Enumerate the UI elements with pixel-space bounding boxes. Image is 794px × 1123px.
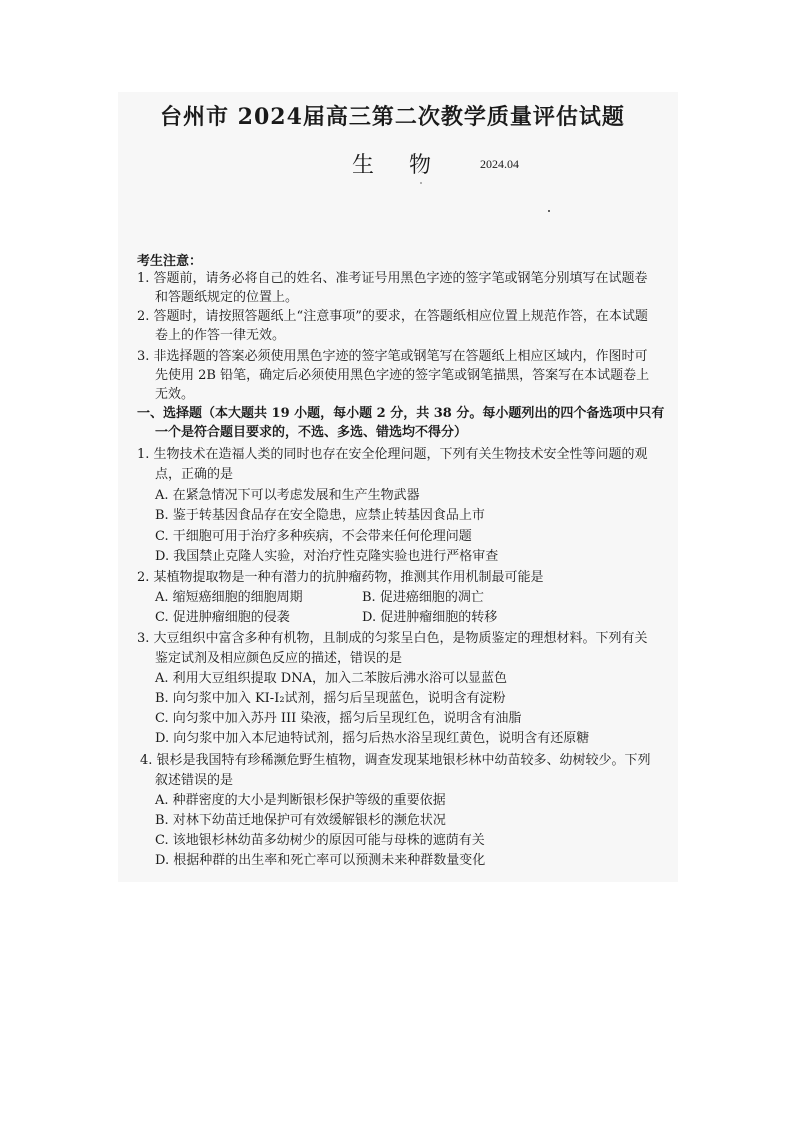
- question-3-option-b: B. 向匀浆中加入 KI-I₂试剂，摇匀后呈现蓝色，说明含有淀粉: [155, 691, 506, 706]
- question-4-stem-cont: 叙述错误的是: [155, 773, 234, 788]
- notice-item-number: 3.: [137, 349, 150, 364]
- notice-item-number: 2.: [137, 309, 150, 324]
- question-1-option-b: B. 鉴于转基因食品存在安全隐患，应禁止转基因食品上市: [155, 508, 485, 523]
- question-4-option-d: D. 根据种群的出生率和死亡率可以预测未来种群数量变化: [155, 853, 486, 868]
- question-1-option-a: A. 在紧急情况下可以考虑发展和生产生物武器: [155, 488, 420, 503]
- notice-item-text: 答题前，请务必将自己的姓名、准考证号用黑色字迹的签字笔或钢笔分别填写在试题卷: [153, 271, 648, 286]
- question-3-option-a: A. 利用大豆组织提取 DNA，加入二苯胺后沸水浴可以显蓝色: [155, 671, 507, 686]
- question-4-option-a: A. 种群密度的大小是判断银杉保护等级的重要依据: [155, 793, 446, 808]
- section-heading-cont: 一个是符合题目要求的，不选、多选、错选均不得分）: [155, 425, 468, 440]
- notice-item-2: [137, 308, 648, 326]
- notice-item-1: [137, 270, 648, 288]
- subject-title: 生 物: [352, 153, 445, 178]
- question-3-stem-cont: 鉴定试剂及相应颜色反应的描述，错误的是: [155, 651, 403, 666]
- notice-item-3-cont: 先使用 2B 铅笔，确定后必须使用黑色字迹的签字笔或钢笔描黑，答案写在本试题卷上: [155, 368, 650, 383]
- question-2-option-b: B. 促进癌细胞的凋亡: [362, 590, 484, 605]
- question-1-stem: 1. 生物技术在造福人类的同时也存在安全伦理问题，下列有关生物技术安全性等问题的观: [137, 447, 648, 462]
- question-2-stem: 2. 某植物提取物是一种有潜力的抗肿瘤药物，推测其作用机制最可能是: [137, 570, 544, 585]
- notice-item-text: 答题时，请按照答题纸上“注意事项”的要求，在答题纸相应位置上规范作答，在本试题: [153, 309, 648, 324]
- notice-item-number: 1.: [137, 271, 150, 286]
- question-4-stem: 4. 银杉是我国特有珍稀濒危野生植物，调查发现某地银杉林中幼苗较多、幼树较少。下列: [140, 753, 651, 768]
- notice-item-3-cont2: 无效。: [155, 387, 195, 402]
- exam-title: 台州市 2024届高三第二次教学质量评估试题: [160, 104, 625, 130]
- question-1-stem-cont: 点，正确的是: [155, 467, 234, 482]
- notice-item-text: 非选择题的答案必须使用黑色字迹的签字笔或钢笔写在答题纸上相应区域内，作图时可: [153, 349, 648, 364]
- question-2-option-a: A. 缩短癌细胞的细胞周期: [155, 590, 303, 605]
- question-1-option-c: C. 干细胞可用于治疗多种疾病，不会带来任何伦理问题: [155, 529, 472, 544]
- scan-speck: [548, 210, 550, 212]
- question-3-stem: 3. 大豆组织中富含多种有机物，且制成的匀浆呈白色，是物质鉴定的理想材料。下列有关: [137, 631, 648, 646]
- notice-item-1-cont: 和答题纸规定的位置上。: [155, 290, 299, 305]
- notice-heading: 考生注意：: [137, 254, 203, 269]
- question-3-option-d: D. 向匀浆中加入本尼迪特试剂，摇匀后热水浴呈现红黄色，说明含有还原糖: [155, 731, 590, 746]
- question-2-option-c: C. 促进肿瘤细胞的侵袭: [155, 610, 290, 625]
- notice-item-2-cont: 卷上的作答一律无效。: [155, 328, 286, 343]
- notice-item-3: [137, 348, 648, 366]
- question-2-option-d: D. 促进肿瘤细胞的转移: [362, 610, 498, 625]
- question-4-option-b: B. 对林下幼苗迁地保护可有效缓解银杉的濒危状况: [155, 813, 446, 828]
- question-4-option-c: C. 该地银杉林幼苗多幼树少的原因可能与母株的遮荫有关: [155, 833, 485, 848]
- exam-date: 2024.04: [480, 157, 519, 171]
- question-3-option-c: C. 向匀浆中加入苏丹 III 染液，摇匀后呈现红色，说明含有油脂: [155, 711, 522, 726]
- section-heading: 一、选择题（本大题共 19 小题，每小题 2 分，共 38 分。每小题列出的四个备选项中只有: [137, 406, 665, 421]
- question-1-option-d: D. 我国禁止克隆人实验，对治疗性克隆实验也进行严格审查: [155, 549, 499, 564]
- scan-speck: [420, 182, 422, 184]
